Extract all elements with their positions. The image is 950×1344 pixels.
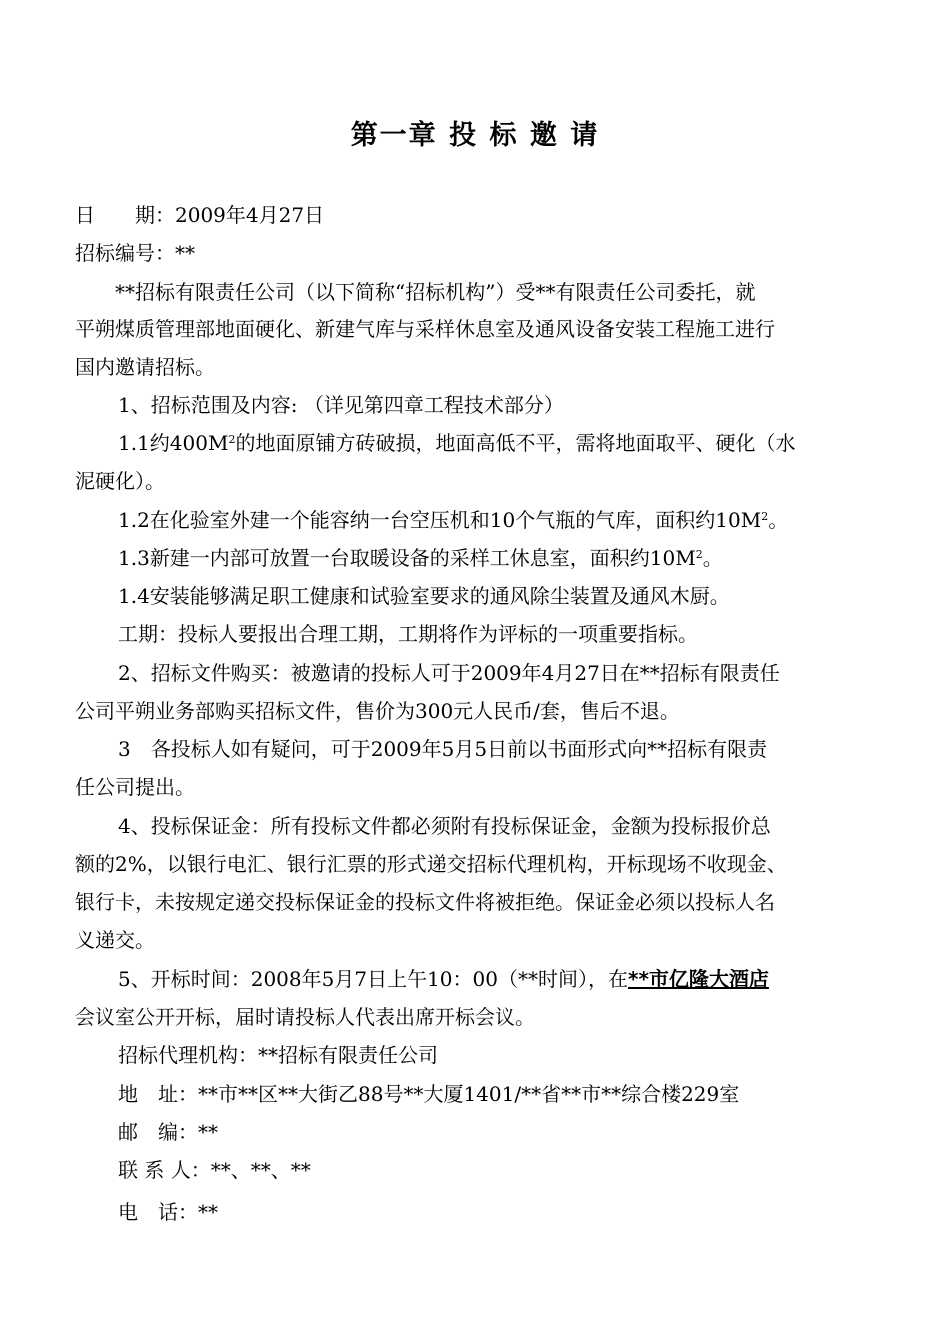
contact-postcode: 邮 编：** <box>118 1120 218 1144</box>
construction-period: 工期：投标人要报出合理工期，工期将作为评标的一项重要指标。 <box>118 622 698 646</box>
purchase-line-2: 公司平朔业务部购买招标文件，售价为300元人民币/套，售后不退。 <box>75 699 680 723</box>
questions-line-2: 任公司提出。 <box>75 775 195 799</box>
scope-item-1-cont: 泥硬化）。 <box>75 469 165 493</box>
contact-agency: 招标代理机构：**招标有限责任公司 <box>118 1043 438 1067</box>
opening-line-2: 会议室公开开标，届时请投标人代表出席开标会议。 <box>75 1005 535 1029</box>
intro-line-3: 国内邀请招标。 <box>75 355 215 379</box>
scope-item-1: 1.1约$400M^2$的地面原铺方砖破损，地面高低不平，需将地面取平、硬化（水 <box>118 431 796 455</box>
scope-item-2: 1.2在化验室外建一个能容纳一台空压机和10个气瓶的气库，面积约$10M^2$。 <box>118 508 789 532</box>
contact-person: 联 系 人：**、**、** <box>118 1158 311 1182</box>
deposit-line-2: 额的2%，以银行电汇、银行汇票的形式递交招标代理机构，开标现场不收现金、 <box>75 852 787 876</box>
deposit-line-3: 银行卡，未按规定递交投标保证金的投标文件将被拒绝。保证金必须以投标人名 <box>75 890 775 914</box>
tender-number-line: 招标编号：** <box>75 241 195 265</box>
opening-venue: **市亿隆大酒店 <box>627 967 769 991</box>
scope-item-3: 1.3新建一内部可放置一台取暖设备的采样工休息室，面积约$10M^2$。 <box>118 546 723 570</box>
chapter-title: 第一章 投 标 邀 请 <box>350 120 600 151</box>
deposit-line-1: 4、投标保证金：所有投标文件都必须附有投标保证金，金额为投标报价总 <box>118 814 771 838</box>
intro-line-2: 平朔煤质管理部地面硬化、新建气库与采样休息室及通风设备安装工程施工进行 <box>75 317 775 341</box>
opening-line-1: 5、开标时间：2008年5月7日上午10：00（**时间），在**市亿隆大酒店 <box>118 967 769 991</box>
scope-heading: 1、招标范围及内容: （详见第四章工程技术部分） <box>118 393 564 417</box>
questions-line-1: 3 各投标人如有疑问，可于2009年5月5日前以书面形式向**招标有限责 <box>118 737 768 761</box>
contact-address: 地 址：**市**区**大街乙88号**大厦1401/**省**市**综合楼229室 <box>118 1082 740 1106</box>
contact-phone: 电 话：** <box>118 1200 218 1224</box>
deposit-line-4: 义递交。 <box>75 928 155 952</box>
purchase-line-1: 2、招标文件购买：被邀请的投标人可于2009年4月27日在**招标有限责任 <box>118 661 780 685</box>
date-line: 日 期：2009年4月27日 <box>75 203 325 227</box>
intro-line-1: **招标有限责任公司（以下简称“招标机构”）受**有限责任公司委托，就 <box>115 280 756 304</box>
scope-item-4: 1.4安装能够满足职工健康和试验室要求的通风除尘装置及通风木厨。 <box>118 584 730 608</box>
